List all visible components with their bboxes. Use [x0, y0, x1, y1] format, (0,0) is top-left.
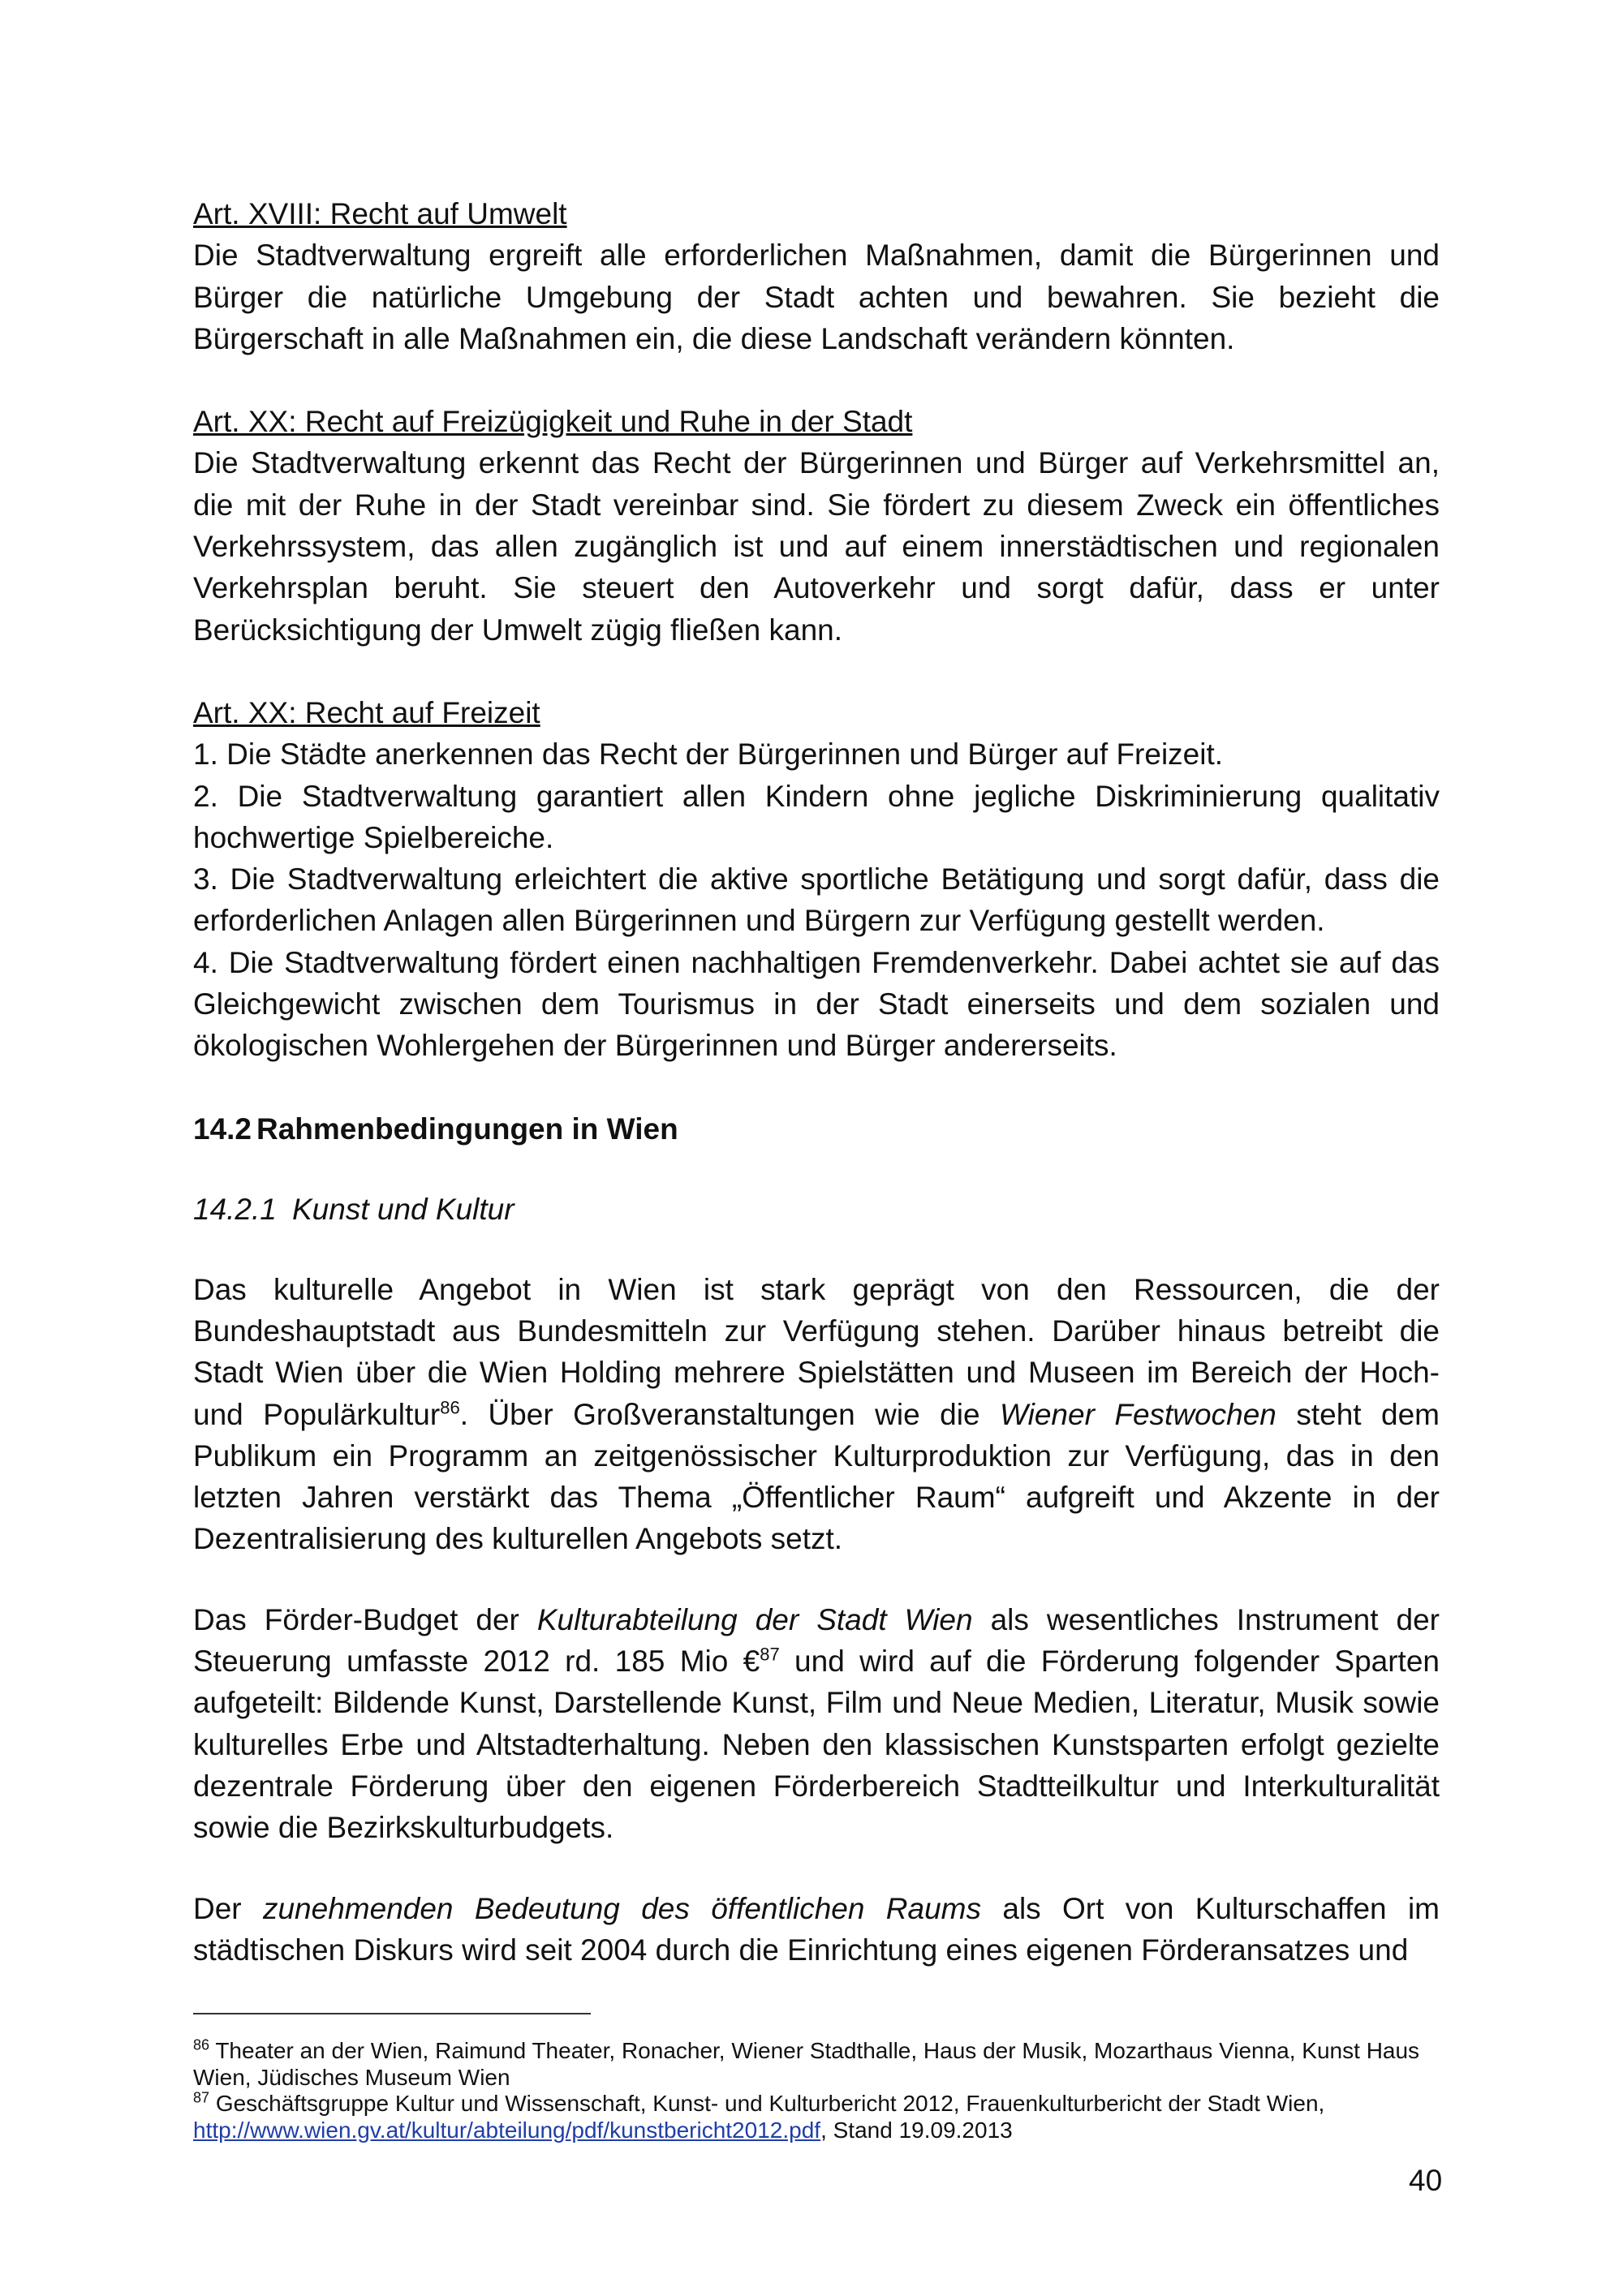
paragraph-public-space [193, 1888, 1440, 1971]
paragraph-text: Das kulturelle Angebot in Wien ist stark geprägt von den Ressourcen, die der Bundeshauptstadt aus Bundesmitteln zur Verfügung stehen. Darüber hinaus betreibt die Stadt Wien über die Wien Holding mehrere Spielstätten und Museen im Bereich der Hoch- und Populärkultur [193, 1272, 1440, 1431]
article-20-leisure [193, 692, 1440, 1067]
subsection-heading [193, 1189, 1440, 1230]
paragraph-budget [193, 1599, 1440, 1849]
footnote-text: Theater an der Wien, Raimund Theater, Ronacher, Wiener Stadthalle, Haus der Musik, Mozarthaus Vienna, Kunst Haus Wien, Jüdisches Museum Wien [193, 2038, 1420, 2090]
article-18 [193, 193, 1440, 359]
article-20-mobility-heading: Art. XX: Recht auf Freizügigkeit und Ruhe in der Stadt [193, 405, 913, 439]
list-item: 3. Die Stadtverwaltung erleichtert die aktive sportliche Betätigung und sorgt dafür, dass die erforderlichen Anlagen allen Bürgerinnen und Bürgern zur Verfügung gestellt werden. [193, 862, 1440, 938]
footnote-number: 87 [193, 2089, 210, 2106]
article-20-mobility [193, 401, 1440, 651]
footnote-link[interactable]: http://www.wien.gv.at/kultur/abteilung/pdf/kunstbericht2012.pdf [193, 2117, 821, 2143]
subsection-number: 14.2.1 [193, 1192, 277, 1226]
section-title: Rahmenbedingungen in Wien [256, 1111, 678, 1146]
article-20-mobility-text: Die Stadtverwaltung erkennt das Recht der Bürgerinnen und Bürger auf Verkehrsmittel an, die mit der Ruhe in der Stadt vereinbar sind. Sie fördert zu diesem Zweck ein öffentliches Verkehrssystem, das allen zugänglich ist und auf einem innerstädtischen und regionalen Verkehrsplan beruht. Sie steuert den Autoverkehr und sorgt dafür, dass er unter Berücksichtigung der Umwelt zügig fließen kann. [193, 446, 1440, 647]
paragraph-text: Der [193, 1891, 263, 1925]
list-item: 4. Die Stadtverwaltung fördert einen nachhaltigen Fremdenverkehr. Dabei achtet sie auf das Gleichgewicht zwischen dem Tourismus in der Stadt einerseits und dem sozialen und ökologischen Wohlergehen der Bürgerinnen und Bürger andererseits. [193, 945, 1440, 1063]
article-18-text: Die Stadtverwaltung ergreift alle erforderlichen Maßnahmen, damit die Bürgerinnen und Bürger die natürliche Umgebung der Stadt achten und bewahren. Sie bezieht die Bürgerschaft in alle Maßnahmen ein, die diese Landschaft verändern könnten. [193, 239, 1440, 355]
list-item: 2. Die Stadtverwaltung garantiert allen Kindern ohne jegliche Diskriminierung qualitativ hochwertige Spielbereiche. [193, 779, 1440, 854]
paragraph-text: und wird auf die Förderung folgender Sparten aufgeteilt: Bildende Kunst, Darstellende Kunst, Film und Neue Medien, Literatur, Musik sowie kulturelles Erbe und Altstadterhaltung. Neben den klassischen Kunstsparten erfolgt gezielte dezentrale Förderung über den eigenen Förderbereich Stadtteilkultur und Interkulturalität sowie die Bezirkskulturbudgets. [193, 1645, 1440, 1845]
paragraph-text: als Ort von Kulturschaffen im städtischen Diskurs wird seit 2004 durch die Einrichtung eines eigenen Förderansatzes und [193, 1891, 1440, 1967]
footnote-ref-86[interactable]: 86 [440, 1397, 460, 1418]
paragraph-text: als wesentliches Instrument der Steuerung umfasste 2012 rd. 185 Mio € [193, 1602, 1440, 1679]
paragraph-italic-text: Kulturabteilung der Stadt Wien [536, 1602, 973, 1636]
subsection-title: Kunst und Kultur [292, 1192, 514, 1226]
section-heading [193, 1108, 1440, 1150]
article-18-heading: Art. XVIII: Recht auf Umwelt [193, 197, 567, 230]
section-number: 14.2 [193, 1111, 252, 1146]
footnote-87 [193, 2091, 1443, 2143]
paragraph-text: Das Förder-Budget der [193, 1602, 537, 1636]
paragraph-text: . Über Großveranstaltungen wie die [459, 1397, 1001, 1431]
page-body [193, 193, 1440, 1971]
footnote-ref-87[interactable]: 87 [760, 1644, 780, 1665]
list-item: 1. Die Städte anerkennen das Recht der Bürgerinnen und Bürger auf Freizeit. [193, 737, 1224, 772]
paragraph-culture-offer [193, 1269, 1440, 1560]
footnote-text: Geschäftsgruppe Kultur und Wissenschaft, Kunst- und Kulturbericht 2012, Frauenkulturbericht der Stadt Wien, [215, 2091, 1325, 2116]
article-20-leisure-heading: Art. XX: Recht auf Freizeit [193, 695, 540, 729]
footnotes [193, 2038, 1443, 2143]
footnote-separator [193, 2013, 591, 2014]
paragraph-text: steht dem Publikum ein Programm an zeitgenössischer Kulturproduktion zur Verfügung, das in den letzten Jahren verstärkt das Thema „Öffentlicher Raum“ aufgreift und Akzente in der Dezentralisierung des kulturellen Angebots setzt. [193, 1397, 1440, 1556]
footnote-number: 86 [193, 2036, 210, 2053]
paragraph-italic-text: Wiener Festwochen [1000, 1397, 1276, 1431]
paragraph-italic-text: zunehmenden Bedeutung des öffentlichen Raums [262, 1891, 982, 1925]
footnote-suffix: , Stand 19.09.2013 [820, 2117, 1013, 2143]
page-number: 40 [1409, 2164, 1443, 2197]
footnote-86 [193, 2038, 1443, 2091]
